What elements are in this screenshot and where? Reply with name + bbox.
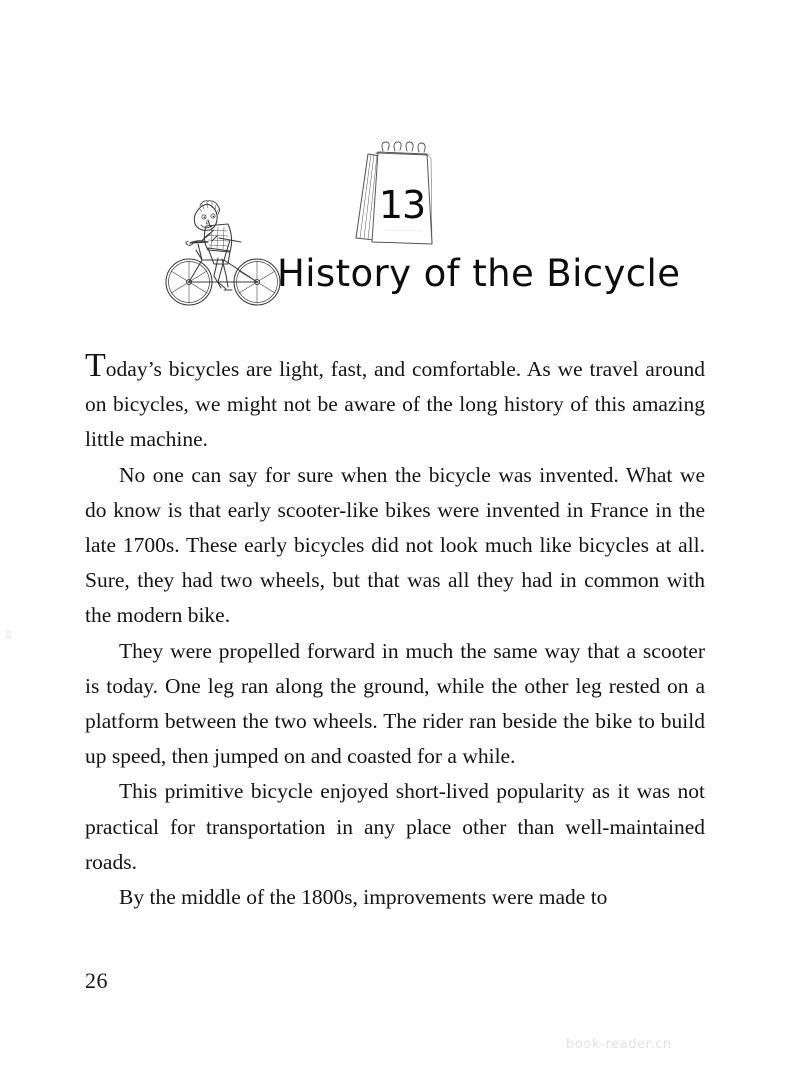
scan-artifact	[6, 630, 11, 639]
initial-cap: T	[85, 347, 106, 384]
paragraph-2: No one can say for sure when the bicycle was invented. What we do know is that early scooter-like bikes were invented in France in the late 1700s. These early bicycles did not look much like bicycles at all. Sure, they had two wheels, but that was all they had in common with the modern bike.	[85, 462, 705, 628]
chapter-body	[85, 347, 705, 915]
paragraph-1-text: oday’s bicycles are light, fast, and comfortable. As we travel around on bicycles, we might not be aware of the long history of this amazing little machine.	[85, 357, 705, 452]
chapter-number: 13	[378, 183, 426, 227]
watermark: book-reader.cn	[566, 1037, 672, 1052]
paragraph-3: They were propelled forward in much the same way that a scooter is today. One leg ran along the ground, while the other leg rested on a platform between the two wheels. The rider ran beside the bike to build up speed, then jumped on and coasted for a while.	[85, 638, 705, 769]
chapter-header	[0, 0, 800, 330]
paragraph-1	[85, 347, 705, 458]
paragraph-4: This primitive bicycle enjoyed short-lived popularity as it was not practical for transportation in any place other than well-maintained roads.	[85, 779, 705, 874]
boy-riding-bicycle-sketch	[162, 182, 284, 310]
paragraph-5: By the middle of the 1800s, improvements were made to	[119, 885, 608, 910]
chapter-title: History of the Bicycle	[277, 252, 681, 295]
flip-calendar-sketch	[330, 134, 448, 250]
page-number: 26	[85, 968, 108, 993]
